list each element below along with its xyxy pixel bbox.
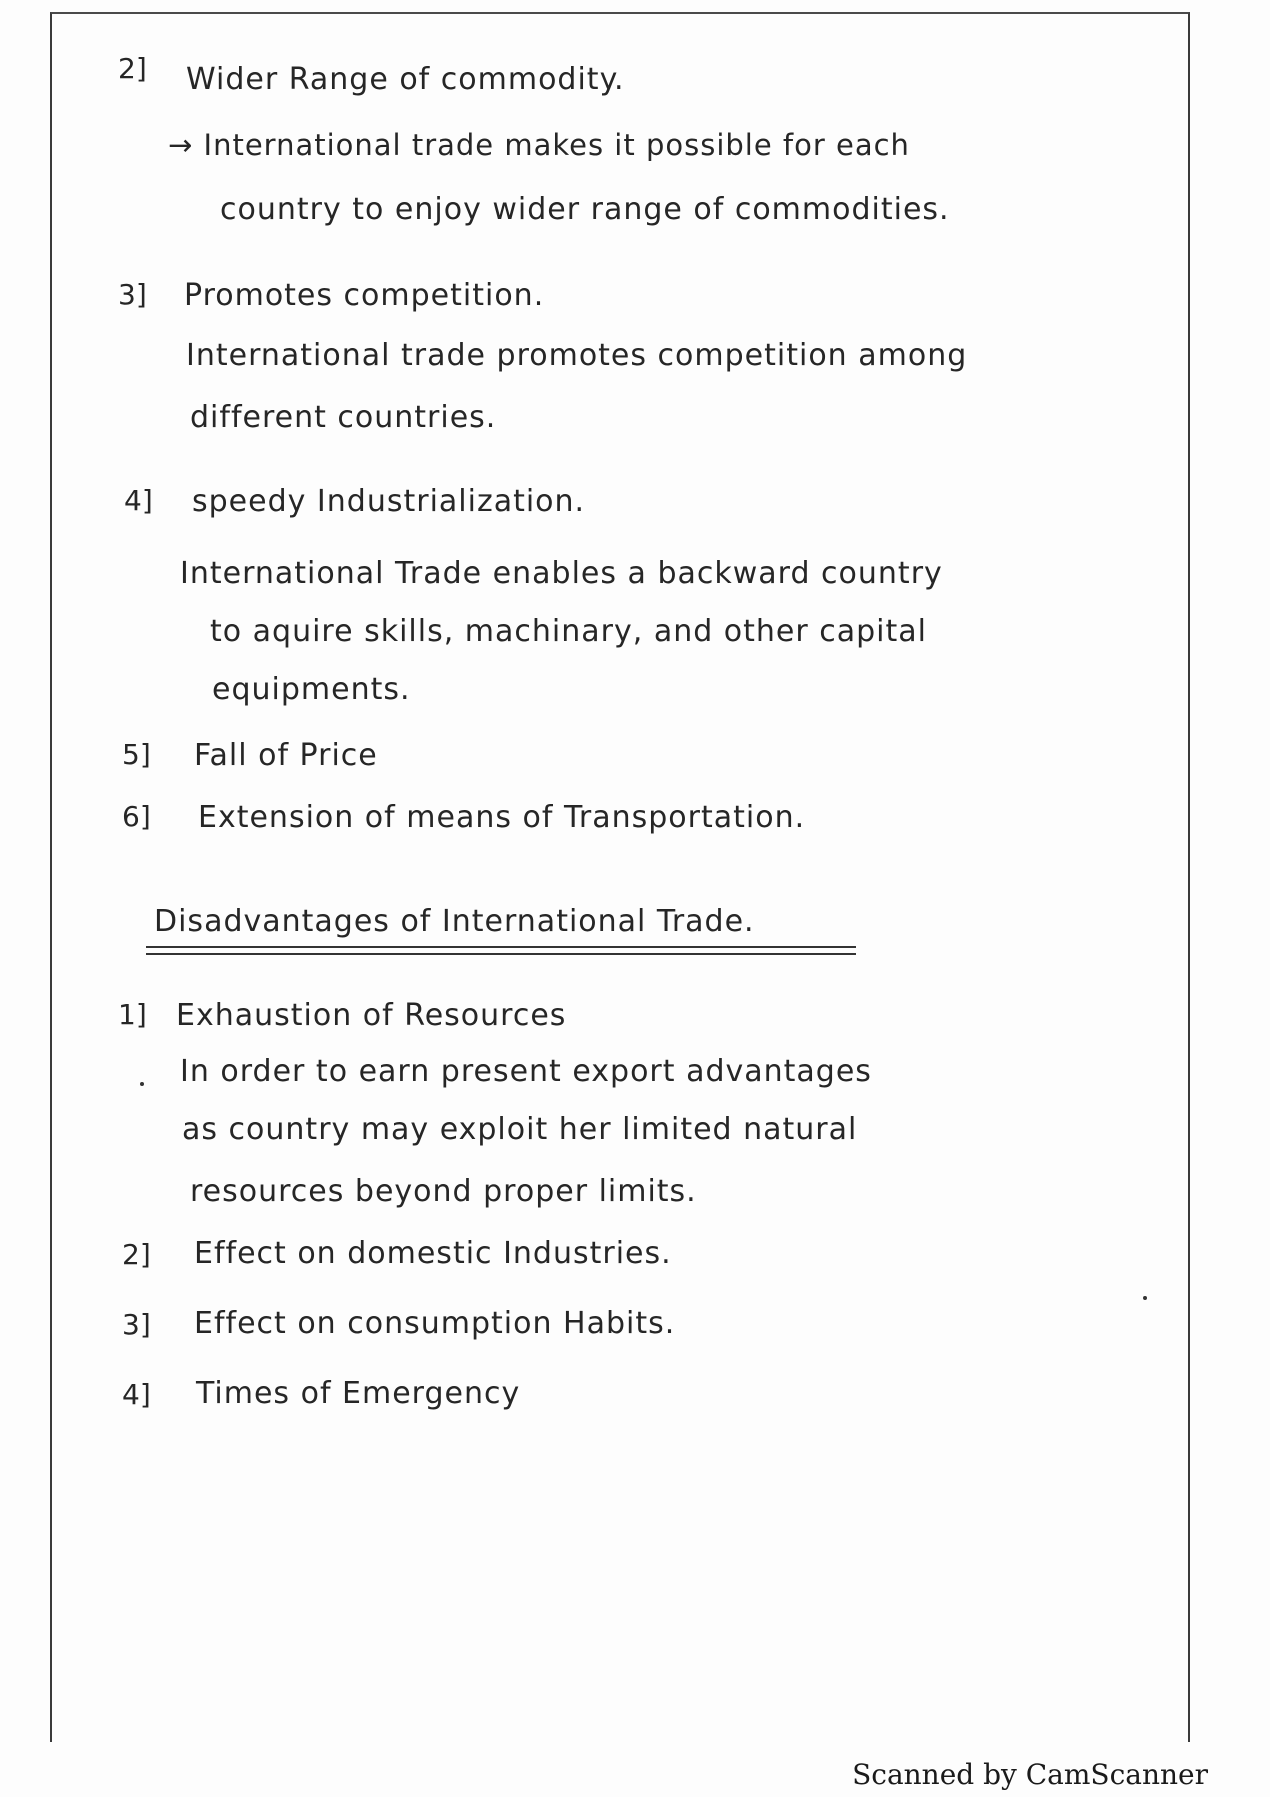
item-number: 4] <box>124 484 153 517</box>
item-body-line: resources beyond proper limits. <box>190 1174 697 1209</box>
item-title: Wider Range of commodity. <box>186 62 625 97</box>
item-title: Fall of Price <box>194 738 378 773</box>
item-body-line: International trade promotes competition among <box>186 338 968 373</box>
item-title: Extension of means of Transportation. <box>198 800 806 835</box>
item-title: Times of Emergency <box>196 1376 521 1411</box>
item-body-line: as country may exploit her limited natural <box>182 1112 858 1147</box>
item-body-line: country to enjoy wider range of commodities. <box>220 192 950 227</box>
item-number: 3] <box>122 1308 151 1341</box>
item-number: 3] <box>118 278 147 311</box>
item-body-line: International Trade enables a backward country <box>180 556 943 591</box>
heading-underline-top <box>146 946 856 948</box>
heading-underline-bottom <box>146 953 856 955</box>
item-body-line: → International trade makes it possible for each <box>168 128 910 162</box>
notebook-sheet <box>50 12 1190 1742</box>
item-number: 5] <box>122 738 151 771</box>
item-title: Exhaustion of Resources <box>176 998 567 1033</box>
item-number: 2] <box>122 1238 151 1271</box>
item-body-line: to aquire skills, machinary, and other capital <box>210 614 927 649</box>
item-number: 2] <box>118 52 147 85</box>
item-number: 6] <box>122 800 151 833</box>
item-title: Effect on domestic Industries. <box>194 1236 672 1271</box>
item-title: Promotes competition. <box>184 278 545 313</box>
item-title: speedy Industrialization. <box>192 484 586 519</box>
item-body-line: In order to earn present export advantages <box>180 1054 872 1089</box>
item-number: 4] <box>122 1378 151 1411</box>
item-body-line: equipments. <box>212 672 411 707</box>
item-number: 1] <box>118 998 147 1031</box>
scanner-watermark: Scanned by CamScanner <box>852 1758 1208 1791</box>
section-heading: Disadvantages of International Trade. <box>154 904 755 939</box>
ink-dot <box>1143 1296 1147 1300</box>
item-title: Effect on consumption Habits. <box>194 1306 676 1341</box>
ink-dot <box>140 1082 144 1086</box>
item-body-line: different countries. <box>190 400 497 435</box>
